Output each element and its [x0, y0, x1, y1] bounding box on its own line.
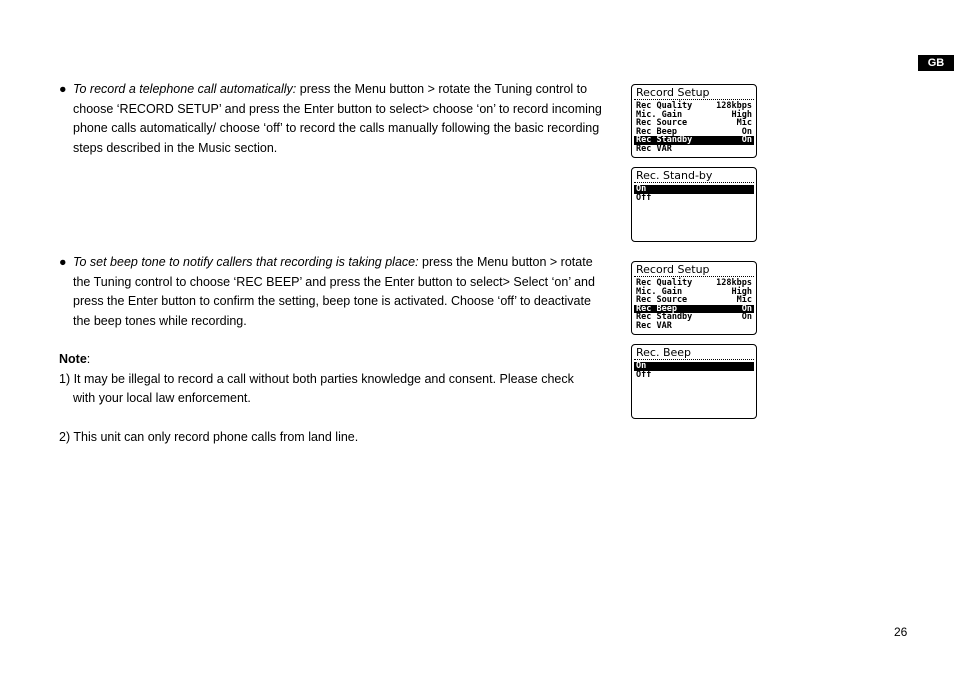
note-item-1: 1) It may be illegal to record a call without both parties knowledge and consent. Please check — [59, 371, 574, 386]
note-colon: : — [86, 352, 91, 366]
lcd-row-selected: Rec Standby On — [636, 135, 752, 146]
lcd-title: Record Setup — [634, 264, 754, 277]
lead-phrase: To record a telephone call automatically: — [73, 82, 297, 96]
para-line — [59, 253, 609, 273]
lcd-row: Rec Beep On — [636, 126, 752, 137]
lcd-row: Off — [636, 192, 652, 203]
lcd-row-selected: Rec Beep On — [636, 303, 752, 314]
lcd-row: Mic. Gain High — [636, 109, 752, 120]
language-badge: GB — [918, 55, 954, 71]
lcd-rec-standby — [631, 167, 757, 242]
para-line: choose ‘RECORD SETUP’ and press the Enter button to select> choose ‘on’ to record incoming — [73, 101, 602, 116]
note-item-2: 2) This unit can only record phone calls from land line. — [59, 430, 359, 444]
lcd-title: Rec. Stand-by — [634, 170, 754, 183]
para-line: the Tuning control to choose ‘REC BEEP’ and press the Enter button to select> Select ‘on’ and — [73, 274, 595, 289]
instruction-record-call — [59, 80, 609, 158]
para-line — [59, 80, 609, 100]
para-line: press the Enter button to confirm the setting, beep tone is activated. Choose ‘off’ to deactivate — [73, 294, 591, 308]
para-text: press the Menu button > rotate — [418, 255, 593, 269]
lcd-row: Rec VAR — [636, 320, 672, 331]
para-line: steps described in the Music section. — [73, 140, 278, 155]
lcd-row-selected: On — [634, 185, 754, 194]
lcd-row: Rec Quality 128kbps — [636, 278, 752, 288]
note-section — [59, 350, 609, 448]
lcd-row: Rec VAR — [636, 143, 672, 154]
bullet: ● — [59, 82, 67, 96]
lead-phrase: To set beep tone to notify callers that recording is taking place: — [73, 255, 419, 269]
lcd-rec-beep — [631, 344, 757, 419]
bullet: ● — [59, 255, 67, 269]
instruction-beep-tone — [59, 253, 609, 331]
note-heading — [59, 350, 609, 370]
para-line: the beep tones while recording. — [73, 313, 247, 328]
lcd-record-setup-beep — [631, 261, 757, 335]
lcd-record-setup-standby — [631, 84, 757, 158]
note-item-1-cont: with your local law enforcement. — [73, 391, 251, 405]
lcd-title: Rec. Beep — [634, 347, 754, 360]
para-line: phone calls automatically/ choose ‘off’ to record the calls manually following the basic recording — [73, 121, 600, 135]
lcd-row-selected: On — [634, 362, 754, 371]
lcd-title: Record Setup — [634, 87, 754, 100]
lcd-row: Rec Standby On — [636, 312, 752, 323]
lcd-row: Rec Source Mic — [636, 295, 752, 306]
lcd-row: Mic. Gain High — [636, 286, 752, 297]
lcd-row: Rec Source Mic — [636, 118, 752, 129]
lcd-row: Off — [636, 369, 652, 380]
lcd-row: Rec Quality 128kbps — [636, 101, 752, 111]
para-text: press the Menu button > rotate the Tuning control to — [296, 82, 588, 96]
page-number: 26 — [894, 625, 908, 639]
note-title: Note — [59, 352, 87, 366]
